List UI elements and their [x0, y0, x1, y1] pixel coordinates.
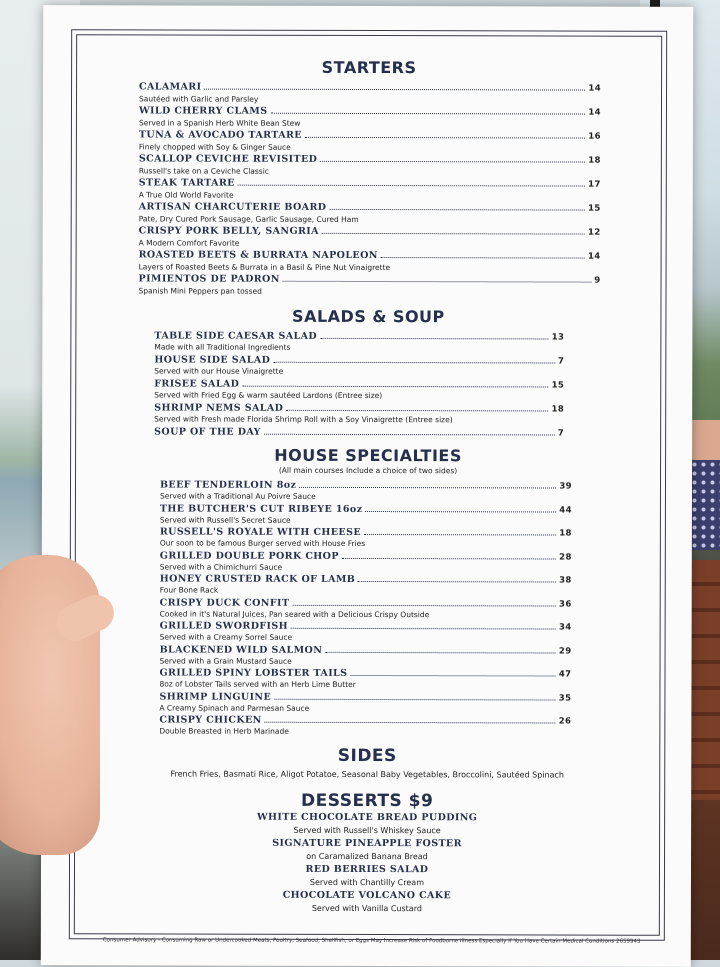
dotted-leader — [364, 526, 556, 536]
menu-item-name: THE BUTCHER'S CUT RIBEYE 16oz — [159, 502, 363, 515]
dotted-leader — [320, 153, 585, 163]
desserts-heading: DESSERTS $9 — [300, 790, 434, 811]
dessert-name: WHITE CHOCOLATE BREAD PUDDING — [256, 811, 478, 823]
menu-item-price: 26 — [558, 716, 572, 727]
dotted-leader — [273, 354, 555, 364]
dotted-leader — [264, 426, 555, 436]
menu-item — [160, 572, 572, 585]
menu-item-price: 14 — [588, 107, 601, 118]
house-specialties-list — [159, 478, 572, 738]
dessert-description: Served with Russell's Whiskey Sauce — [293, 825, 441, 835]
sides-heading: SIDES — [337, 745, 397, 766]
menu-item-name: CRISPY CHICKEN — [159, 714, 262, 726]
menu-item — [139, 248, 601, 262]
menu-item — [159, 713, 571, 726]
menu-item-price: 34 — [558, 622, 572, 633]
menu-item-description: Sautéed with Garlic and Parsley — [139, 93, 259, 104]
menu-item — [154, 353, 564, 366]
menu-item — [139, 176, 601, 190]
dotted-leader — [358, 573, 556, 583]
menu-item-name: FRISEE SALAD — [154, 378, 240, 390]
menu-item-name: PIMIENTOS DE PADRON — [138, 273, 280, 285]
dessert-name: CHOCOLATE VOLCANO CAKE — [282, 889, 452, 901]
menu-item — [154, 377, 564, 390]
menu-item-description: Served with a Chimichurri Sauce — [159, 561, 283, 572]
menu-item-description: Served with a Traditional Au Poivre Sauce — [159, 491, 316, 501]
menu-item-name: RUSSELL'S ROYALE WITH CHEESE — [159, 526, 362, 538]
menu-item-description: A True Old World Favorite — [138, 189, 234, 200]
starters-list — [138, 80, 601, 297]
menu-item-price: 15 — [551, 380, 565, 391]
menu-item-name: SHRIMP LINGUINE — [159, 690, 272, 703]
dessert-description: Served with Vanilla Custard — [311, 903, 422, 913]
menu-item-price: 44 — [559, 505, 572, 516]
menu-item-description: Served in a Spanish Herb White Bean Stew — [138, 117, 301, 128]
menu-item-name: SCALLOP CEVICHE REVISITED — [138, 153, 318, 165]
dotted-leader — [291, 620, 556, 630]
menu-item-description: Our soon to be famous Burger served with House Fries — [159, 538, 366, 548]
dotted-leader — [320, 330, 549, 340]
dotted-leader — [292, 596, 556, 606]
menu-item — [160, 596, 572, 609]
house-specialties-note: (All main courses Include a choice of two sides) — [278, 465, 458, 476]
menu-item-description: Served with Fried Egg & warm sautéed Lardons (Entree size) — [154, 390, 383, 401]
menu-item-name: HOUSE SIDE SALAD — [154, 354, 271, 366]
dotted-leader — [381, 249, 585, 259]
desserts-list — [77, 810, 657, 916]
menu-item-name: CRISPY PORK BELLY, SANGRIA — [138, 225, 319, 237]
menu-item-price: 18 — [551, 404, 565, 415]
menu-item-price: 47 — [558, 669, 572, 680]
menu-item-name: CALAMARI — [139, 81, 202, 93]
consumer-advisory: Consumer Advisory - Consuming Raw or Undercooked Meats, Poultry, Seafood, Shellfish, or Eggs May Increase Risk of Foodborne Illness Especially If You Have Certain Medical Conditions 2659943 — [102, 937, 641, 945]
dotted-leader — [329, 201, 585, 211]
menu-item-price: 29 — [558, 646, 572, 657]
menu-item-price: 14 — [587, 251, 601, 262]
menu-item-name: TUNA & AVOCADO TARTARE — [138, 129, 302, 141]
menu-item — [160, 525, 572, 538]
dotted-leader — [270, 105, 585, 115]
menu-item-name: GRILLED DOUBLE PORK CHOP — [159, 549, 339, 562]
menu-item-price: 14 — [588, 83, 602, 94]
menu-item — [160, 619, 572, 632]
menu-item-price: 38 — [559, 575, 572, 586]
menu-item — [160, 502, 572, 515]
menu-item — [139, 200, 601, 214]
menu-item-name: TABLE SIDE CAESAR SALAD — [154, 330, 318, 342]
menu-item-name: ROASTED BEETS & BURRATA NAPOLEON — [138, 249, 378, 262]
menu-item-description: Made with all Traditional Ingredients — [154, 342, 291, 352]
menu-item-price: 7 — [557, 356, 565, 367]
menu-item-price: 9 — [594, 275, 601, 286]
menu-item-name: BLACKENED WILD SALMON — [159, 643, 323, 656]
menu-item — [154, 329, 564, 342]
menu-item-price: 16 — [588, 131, 601, 142]
house-specialties-heading: HOUSE SPECIALTIES — [274, 445, 462, 466]
dessert-name: RED BERRIES SALAD — [305, 863, 429, 875]
menu-item-description: A Creamy Spinach and Parmesan Sauce — [159, 702, 310, 713]
menu-item-name: WILD CHERRY CLAMS — [138, 105, 268, 117]
dotted-leader — [342, 549, 556, 559]
dotted-leader — [322, 225, 585, 235]
menu-item-price: 28 — [559, 552, 572, 563]
menu-item-description: Served with a Grain Mustard Sauce — [159, 655, 292, 666]
menu-item — [139, 128, 601, 142]
menu-item — [159, 666, 571, 679]
dessert-description: Served with Chantilly Cream — [309, 877, 425, 887]
menu-item-description: Served with a Creamy Sorrel Sauce — [159, 632, 293, 642]
dotted-leader — [286, 402, 548, 412]
starters-heading: STARTERS — [321, 57, 417, 78]
menu-item-price: 18 — [559, 528, 572, 539]
menu-item-price: 36 — [559, 599, 572, 610]
dotted-leader — [204, 81, 585, 91]
menu-item-name: STEAK TARTARE — [138, 177, 235, 189]
menu-item — [160, 549, 572, 562]
menu-item-name: GRILLED SPINY LOBSTER TAILS — [159, 667, 348, 679]
menu-item-price: 13 — [551, 332, 565, 343]
menu-item-price: 18 — [588, 155, 601, 166]
salads-list — [154, 329, 564, 438]
menu-item-description: Spanish Mini Peppers pan tossed — [138, 285, 262, 296]
menu-item — [159, 690, 571, 703]
menu-item-price: 39 — [559, 481, 573, 492]
menu-item-description: Cooked in it's Natural Juices, Pan seared with a Delicious Crispy Outside — [159, 608, 430, 619]
dotted-leader — [365, 502, 556, 511]
menu-item — [154, 425, 564, 438]
menu-item-description: Finely chopped with Soy & Ginger Sauce — [138, 141, 291, 152]
menu-item — [139, 80, 601, 94]
menu-item — [139, 152, 601, 166]
dotted-leader — [305, 129, 585, 139]
menu-item-description: Served with our House Vinaigrette — [154, 366, 284, 376]
menu-item-name: HONEY CRUSTED RACK OF LAMB — [159, 573, 356, 585]
menu-card — [41, 5, 694, 967]
menu-item-price: 15 — [588, 203, 601, 214]
menu-item — [139, 104, 601, 118]
menu-item-description: 8oz of Lobster Tails served with an Herb Lime Butter — [159, 679, 356, 689]
dessert-description: on Caramalized Banana Bread — [306, 851, 428, 861]
dotted-leader — [265, 714, 556, 724]
menu-item-name: ARTISAN CHARCUTERIE BOARD — [138, 201, 327, 213]
sides-text: French Fries, Basmati Rice, Aligot Potatoe, Seasonal Baby Vegetables, Broccolini, Sautéed Spinach — [170, 768, 565, 780]
dotted-leader — [299, 479, 556, 489]
menu-item-description: Served with Fresh made Florida Shrimp Roll with a Soy Vinaigrette (Entree size) — [154, 414, 453, 425]
dotted-leader — [325, 643, 556, 653]
menu-item — [160, 643, 572, 656]
menu-item — [139, 272, 601, 286]
dotted-leader — [350, 667, 555, 677]
menu-item — [139, 224, 601, 238]
menu-item-name: CRISPY DUCK CONFIT — [159, 596, 290, 609]
salads-heading: SALADS & SOUP — [292, 306, 445, 327]
menu-item — [160, 478, 572, 491]
menu-item-price: 12 — [588, 227, 601, 238]
menu-item-price: 17 — [588, 179, 601, 190]
menu-item-description: Layers of Roasted Beets & Burrata in a Basil & Pine Nut Vinaigrette — [138, 261, 391, 272]
dotted-leader — [283, 273, 591, 283]
dessert-name: SIGNATURE PINEAPPLE FOSTER — [272, 837, 462, 849]
menu-item-name: BEEF TENDERLOIN 8oz — [159, 479, 297, 491]
menu-item-description: Russell's take on a Ceviche Classic — [138, 165, 269, 176]
menu-item-description: A Modern Comfort Favorite — [138, 237, 240, 248]
menu-item-price: 7 — [557, 428, 565, 439]
menu-item-name: SHRIMP NEMS SALAD — [154, 402, 284, 414]
menu-item-description: Served with Russell's Secret Sauce — [159, 514, 291, 525]
menu-item-name: GRILLED SWORDFISH — [159, 620, 289, 632]
menu-item-description: Pate, Dry Cured Pork Sausage, Garlic Sausage, Cured Ham — [138, 213, 359, 224]
dotted-leader — [274, 690, 556, 700]
menu-item-price: 35 — [558, 693, 572, 704]
menu-item — [154, 401, 564, 414]
menu-item-description: Four Bone Rack — [159, 585, 219, 595]
menu-item-description: Double Breasted in Herb Marinade — [159, 726, 289, 736]
dotted-leader — [242, 378, 548, 388]
menu-item-name: SOUP OF THE DAY — [154, 426, 261, 438]
dotted-leader — [238, 177, 585, 187]
menu-content — [77, 35, 659, 915]
